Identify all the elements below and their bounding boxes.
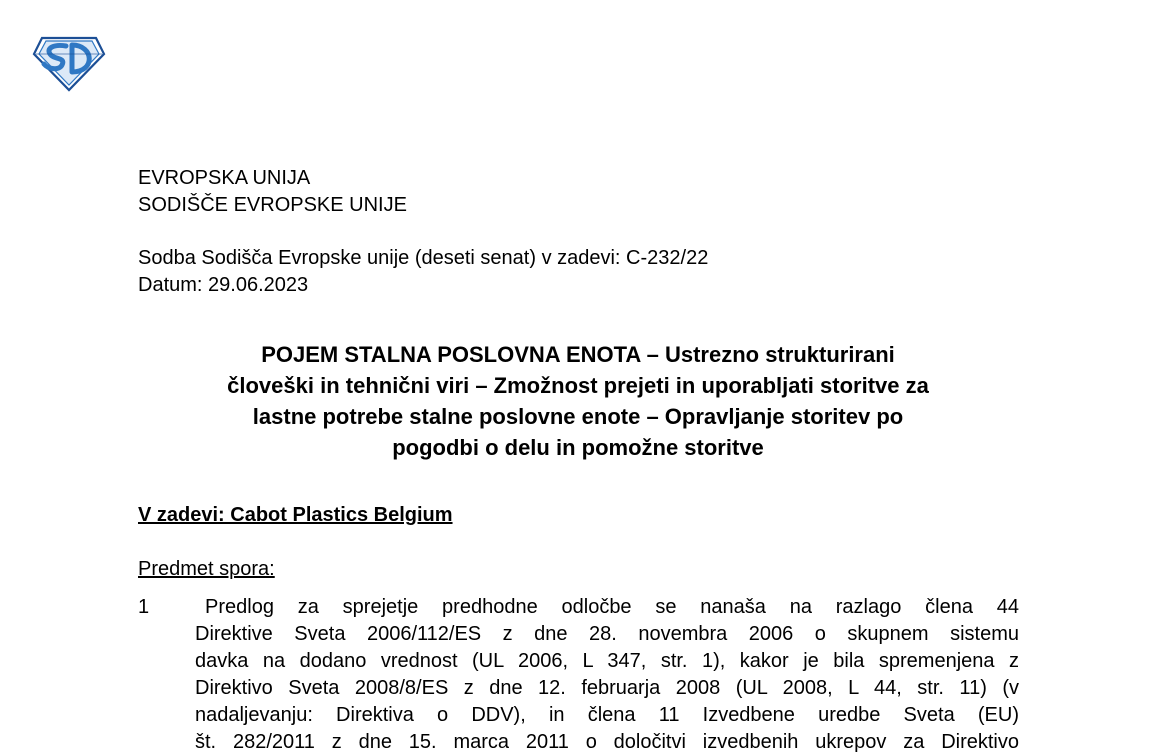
institution-line-2: SODIŠČE EVROPSKE UNIJE <box>138 194 407 216</box>
paragraph-number: 1 <box>138 596 150 618</box>
paragraph-body <box>195 594 1019 756</box>
paragraph-line: davka na dodano vrednost (UL 2006, L 347, str. 1), kakor je bila spremenjena z <box>195 650 1019 672</box>
title-line: človeški in tehnični viri – Zmožnost prejeti in uporabljati storitve za <box>227 373 929 398</box>
title-line: POJEM STALNA POSLOVNA ENOTA – Ustrezno strukturirani <box>261 342 895 367</box>
diamond-logo-icon <box>32 36 106 92</box>
judgment-reference: Sodba Sodišča Evropske unije (deseti senat) v zadevi: C-232/22 <box>138 247 709 269</box>
document-title <box>138 339 1018 463</box>
paragraph-line: nadaljevanju: Direktiva o DDV), in člena 11 Izvedbene uredbe Sveta (EU) <box>195 704 1019 726</box>
subject-heading: Predmet spora: <box>138 558 275 580</box>
title-line: lastne potrebe stalne poslovne enote – Opravljanje storitev po <box>252 404 904 429</box>
paragraph-line: Direktive Sveta 2006/112/ES z dne 28. novembra 2006 o skupnem sistemu <box>195 623 1019 645</box>
title-line: pogodbi o delu in pomožne storitve <box>392 435 764 460</box>
paragraph-line: Direktivo Sveta 2008/8/ES z dne 12. februarja 2008 (UL 2008, L 44, str. 11) (v <box>195 677 1019 699</box>
paragraph-line: št. 282/2011 z dne 15. marca 2011 o določitvi izvedbenih ukrepov za Direktivo <box>195 731 1019 753</box>
judgment-date: Datum: 29.06.2023 <box>138 274 309 296</box>
institution-line-1: EVROPSKA UNIJA <box>138 167 311 189</box>
paragraph-line: Predlog za sprejetje predhodne odločbe se nanaša na razlago člena 44 <box>205 596 1019 618</box>
case-heading: V zadevi: Cabot Plastics Belgium <box>138 504 453 526</box>
